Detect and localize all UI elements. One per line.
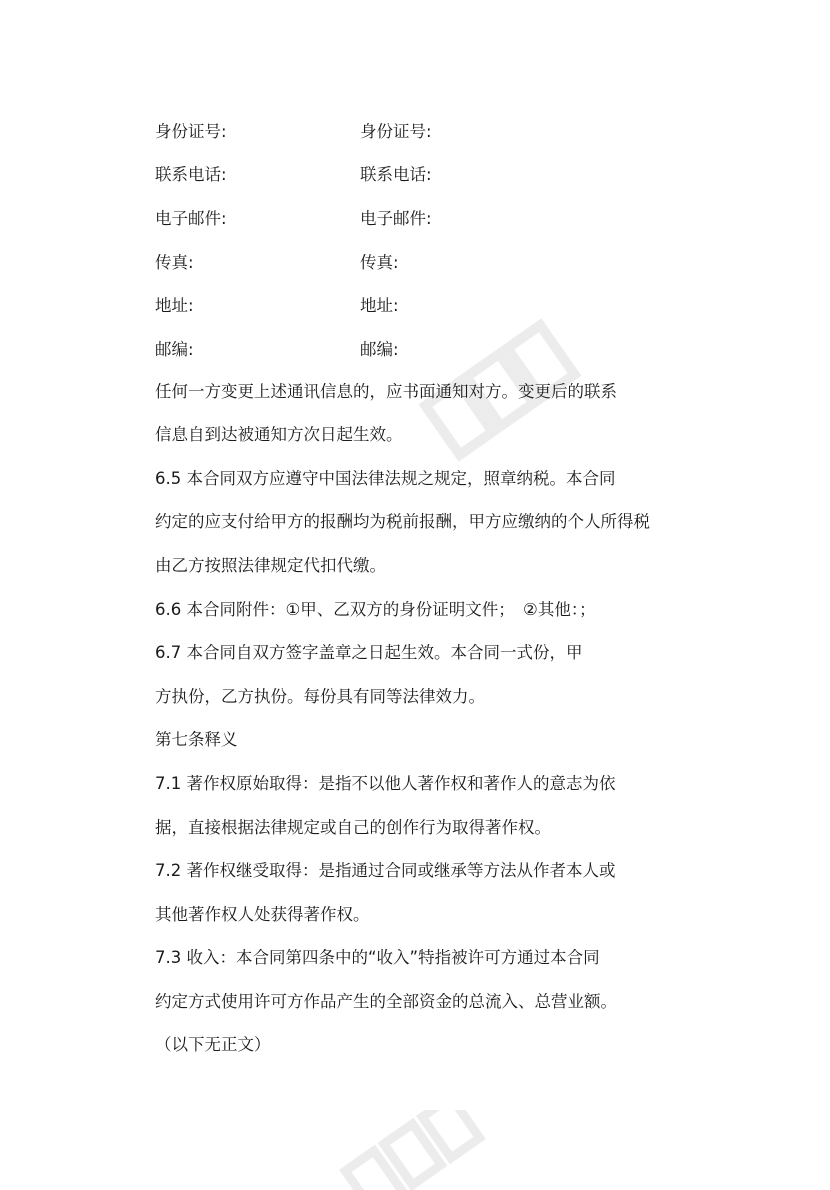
clause-7-3: 7.3 收入：本合同第四条中的“收入”特指被许可方通过本合同 (155, 948, 600, 968)
contact-field-right: 邮编: (360, 339, 399, 359)
contact-field-left: 联系电话: (155, 165, 227, 185)
contact-field-left: 传真: (155, 252, 194, 272)
contact-row (155, 239, 675, 283)
paragraph-line: 由乙方按照法律规定代扣代缴。 (155, 555, 386, 575)
contact-field-right: 联系电话: (360, 165, 432, 185)
contact-field-left: 身份证号: (155, 121, 227, 141)
contact-field-right: 传真: (360, 252, 399, 272)
paragraph-line: 约定方式使用许可方作品产生的全部资金的总流入、总营业额。 (155, 991, 617, 1011)
contact-row (155, 152, 675, 196)
clause-6-6: 6.6 本合同附件：①甲、乙双方的身份证明文件； ②其他：； (155, 599, 596, 619)
paragraph-line: 方执份，乙方执份。每份具有同等法律效力。 (155, 686, 485, 706)
contact-row (155, 195, 675, 239)
clause-7-2: 7.2 著作权继受取得：是指通过合同或继承等方法从作者本人或 (155, 861, 616, 881)
paragraph-line: 其他著作权人处获得著作权。 (155, 904, 370, 924)
paragraph-line: 任何一方变更上述通讯信息的，应书面通知对方。变更后的联系 (155, 381, 617, 401)
article-7-heading: 第七条释义 (155, 730, 238, 750)
document-body (155, 108, 675, 1067)
paragraph-line: 信息自到达被通知方次日起生效。 (155, 425, 403, 445)
paragraph-line: 据，直接根据法律规定或自己的创作行为取得著作权。 (155, 817, 551, 837)
clause-6-5: 6.5 本合同双方应遵守中国法律法规之规定，照章纳税。本合同 (155, 468, 616, 488)
contact-field-left: 电子邮件: (155, 208, 227, 228)
watermark-logo-bottom (330, 1110, 490, 1190)
contact-field-right: 身份证号: (360, 121, 432, 141)
contact-field-right: 地址: (360, 296, 399, 316)
end-of-text-note: （以下无正文） (155, 1035, 271, 1055)
clause-6-7: 6.7 本合同自双方签字盖章之日起生效。本合同一式份，甲 (155, 643, 583, 663)
contact-field-left: 地址: (155, 296, 194, 316)
contact-field-left: 邮编: (155, 339, 194, 359)
contact-row (155, 282, 675, 326)
contact-field-right: 电子邮件: (360, 208, 432, 228)
contact-row (155, 326, 675, 370)
clause-7-1: 7.1 著作权原始取得：是指不以他人著作权和著作人的意志为依 (155, 773, 616, 793)
paragraph-line: 约定的应支付给甲方的报酬均为税前报酬，甲方应缴纳的个人所得税 (155, 512, 650, 532)
contact-row (155, 108, 675, 152)
